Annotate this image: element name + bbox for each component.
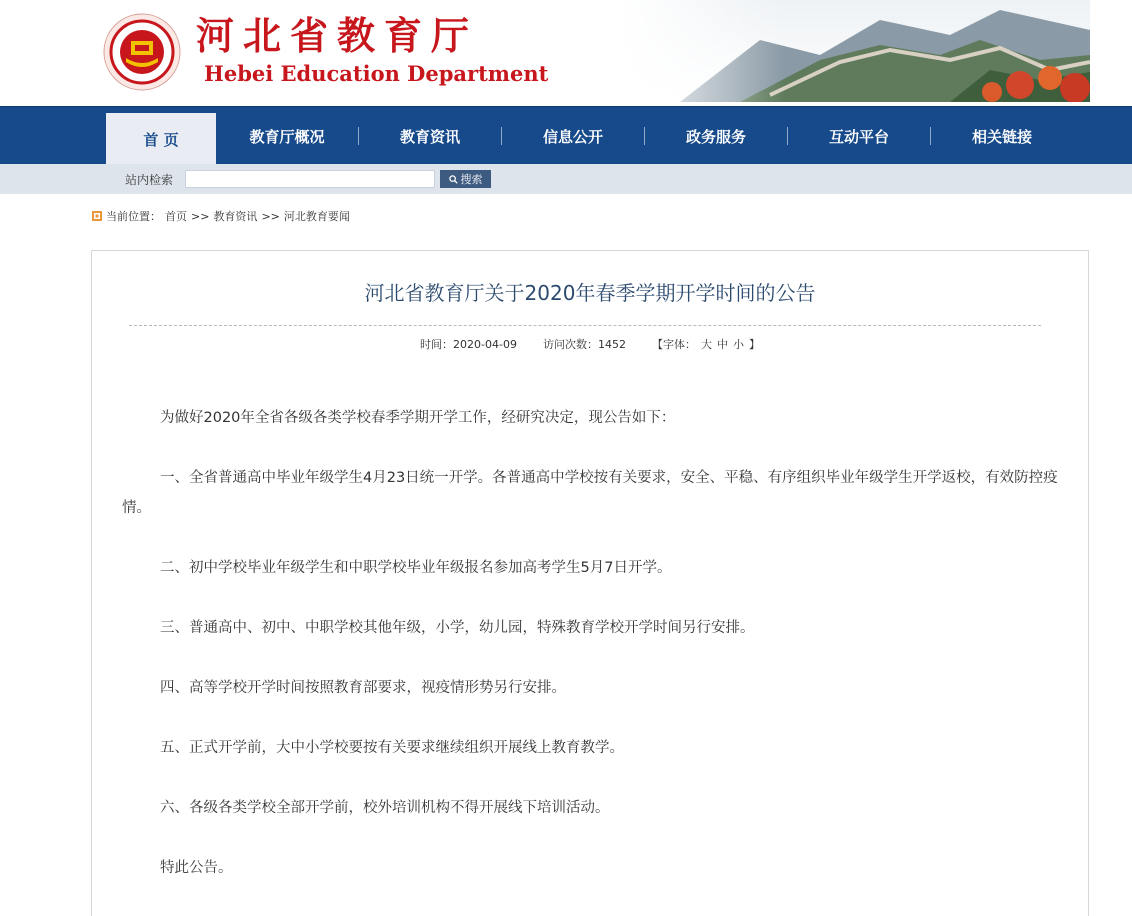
nav-item-education-news[interactable]: 教育资讯: [399, 127, 460, 146]
article-paragraph: 特此公告。: [160, 860, 233, 876]
article-paragraph: 六、各级各类学校全部开学前，校外培训机构不得开展线下培训活动。: [160, 800, 610, 816]
great-wall-banner-image: [620, 0, 1090, 102]
breadcrumb: [92, 208, 350, 224]
site-title-english: Hebei Education Department: [204, 61, 549, 86]
breadcrumb-prefix: 当前位置：: [106, 210, 161, 223]
article-title: 河北省教育厅关于2020年春季学期开学时间的公告: [364, 281, 816, 305]
article-paragraph: 为做好2020年全省各级各类学校春季学期开学工作，经研究决定，现公告如下：: [160, 410, 676, 426]
article-paragraph: 五、正式开学前，大中小学校要按有关要求继续组织开展线上教育教学。: [160, 740, 624, 756]
article-meta: [92, 336, 1088, 352]
nav-item-department-overview[interactable]: 教育厅概况: [249, 127, 325, 146]
site-search-bar: [0, 164, 1132, 194]
nav-item-interaction-platform[interactable]: 互动平台: [828, 127, 889, 146]
font-size-small[interactable]: 小: [732, 338, 744, 351]
article-panel: [91, 250, 1089, 916]
breadcrumb-education-news[interactable]: 教育资讯: [213, 210, 258, 223]
search-icon: [449, 175, 458, 184]
department-seal-logo[interactable]: [102, 12, 182, 92]
breadcrumb-separator: >>: [191, 209, 210, 223]
site-title-chinese: 河北省教育厅: [196, 13, 479, 58]
search-label: 站内检索: [125, 173, 174, 187]
nav-item-home[interactable]: 首 页: [106, 113, 216, 165]
article-paragraph: 一、全省普通高中毕业年级学生4月23日统一开学。各普通高中学校按有关要求，安全、平稳、有序组织毕业年级学生开学返校，有效防控疫情。: [122, 470, 1058, 516]
article-paragraph: 四、高等学校开学时间按照教育部要求，视疫情形势另行安排。: [160, 680, 566, 696]
breadcrumb-home[interactable]: 首页: [165, 210, 187, 223]
font-size-large[interactable]: 大: [700, 338, 712, 351]
font-size-selector: [652, 336, 760, 352]
nav-item-information-disclosure[interactable]: 信息公开: [542, 127, 603, 146]
article-paragraph: 二、初中学校毕业年级学生和中职学校毕业年级报名参加高考学生5月7日开学。: [160, 560, 672, 576]
breadcrumb-hebei-education-news[interactable]: 河北教育要闻: [283, 210, 350, 223]
search-button[interactable]: [440, 170, 491, 188]
title-divider: [129, 325, 1041, 326]
search-button-label: 搜索: [460, 174, 483, 186]
visit-count: 访问次数：1452: [542, 338, 626, 351]
location-marker-icon: [92, 211, 102, 221]
font-size-medium[interactable]: 中: [716, 338, 728, 351]
publish-time: 时间：2020-04-09: [420, 338, 517, 351]
site-header: [90, 0, 1090, 106]
nav-items: [106, 107, 1073, 165]
font-size-label: 【字体：: [651, 338, 696, 351]
main-navigation: [0, 106, 1132, 164]
article-body: [122, 403, 1062, 913]
nav-item-related-links[interactable]: 相关链接: [971, 127, 1032, 146]
font-size-label-close: 】: [748, 338, 760, 351]
search-input[interactable]: [185, 170, 435, 188]
breadcrumb-separator: >>: [261, 209, 280, 223]
nav-item-government-services[interactable]: 政务服务: [685, 127, 746, 146]
article-paragraph: 三、普通高中、初中、中职学校其他年级，小学，幼儿园，特殊教育学校开学时间另行安排。: [160, 620, 755, 636]
